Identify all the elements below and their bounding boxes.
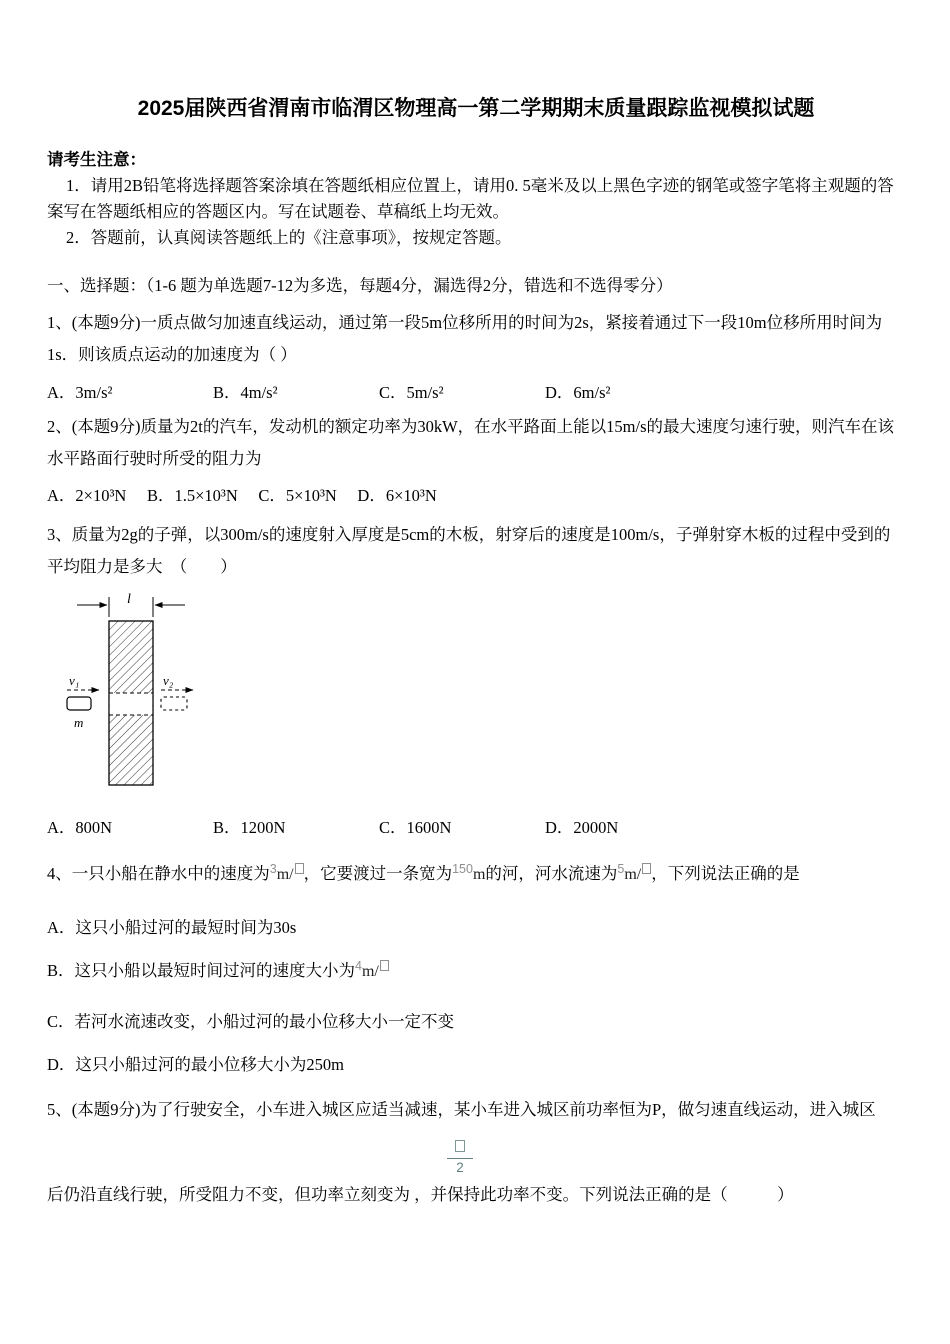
q4-option-b-formula: [355, 961, 389, 980]
formula-unit: m: [472, 866, 486, 883]
q4-boat-speed-formula: [270, 864, 304, 883]
question-2-text: 2、(本题9分)质量为2t的汽车，发动机的额定功率为30kW，在水平路面上能以15m/s的最大速度匀速行驶，则汽车在该水平路面行驶时所受的阻力为: [47, 417, 894, 468]
fraction-denominator: 2: [456, 1160, 464, 1175]
question-2-options: A．2×10³N B．1.5×10³N C．5×10³N D．6×10³N: [47, 486, 437, 505]
formula-superscript: 5: [617, 862, 625, 876]
q4-option-d: D．这只小船过河的最小位移大小为250m: [47, 1055, 344, 1074]
board-width-label: l: [127, 593, 131, 607]
q3-option-d: D．2000N: [545, 818, 619, 837]
bullet-mass-label: m: [74, 715, 84, 730]
q3-option-a: A．800N: [47, 818, 113, 837]
q3-option-c: C．1600N: [379, 818, 452, 837]
question-1-options: [47, 379, 905, 403]
q4-option-b-text: B．这只小船以最短时间过河的速度大小为: [47, 961, 356, 980]
v1-label: v₁: [69, 673, 80, 688]
formula-superscript: 4: [355, 959, 362, 973]
missing-glyph-box: [295, 863, 304, 874]
bullet-shape: [67, 697, 91, 710]
question-3-text: 3、质量为2g的子弹，以300m/s的速度射入厚度是5cm的木板，射穿后的速度是100m/s，子弹射穿木板的过程中受到的平均阻力是多大 （ ）: [47, 525, 891, 576]
q1-option-d: D．6m/s²: [545, 383, 611, 402]
notice-item-1: 1．请用2B铅笔将选择题答案涂填在答题纸相应位置上，请用0. 5毫米及以上黑色字迹的钢笔或签字笔将主观题的答案写在答题纸相应的答题区内。写在试题卷、草稿纸上均无效。: [47, 176, 894, 221]
question-3-figure: [61, 593, 905, 798]
missing-glyph-box: [642, 863, 651, 874]
bullet-channel: [110, 693, 152, 715]
formula-unit: m/: [276, 866, 294, 883]
q4-seg4: ，下列说法正确的是: [651, 864, 800, 883]
q3-option-b: B．1200N: [213, 818, 286, 837]
missing-glyph-box: [455, 1140, 465, 1152]
q4-option-a: A．这只小船过河的最短时间为30s: [47, 918, 297, 937]
v2-label: v₂: [163, 673, 174, 688]
q4-seg2: ，它要渡过一条宽为: [303, 864, 453, 883]
question-5-text-part1: 5、(本题9分)为了行驶安全，小车进入城区应适当减速，某小车进入城区前功率恒为P，做匀速直线运动，进入城区: [47, 1100, 876, 1119]
q5-fraction-formula: [447, 1140, 473, 1175]
page-title: 2025届陕西省渭南市临渭区物理高一第二学期期末质量跟踪监视模拟试题: [137, 97, 815, 120]
question-4-text: [47, 858, 905, 891]
q1-option-b: B．4m/s²: [213, 383, 278, 402]
q4-option-c: C．若河水流速改变，小船过河的最小位移大小一定不变: [47, 1012, 455, 1031]
formula-unit: m/: [361, 963, 379, 980]
formula-unit: m/: [624, 866, 642, 883]
missing-glyph-box: [380, 960, 389, 971]
q1-option-c: C．5m/s²: [379, 383, 444, 402]
q4-seg1: 4、一只小船在静水中的速度为: [47, 864, 270, 883]
q4-option-b: [47, 956, 905, 987]
section-header: 一、选择题：（1-6 题为单选题7-12为多选，每题4分，漏选得2分，错选和不选得零分）: [47, 276, 673, 295]
notice-item-2: 2．答题前，认真阅读答题纸上的《注意事项》，按规定答题。: [66, 228, 512, 247]
q4-current-speed-formula: [617, 864, 651, 883]
bullet-board-diagram: [61, 593, 221, 793]
q1-option-a: A．3m/s²: [47, 383, 113, 402]
question-3-options: [47, 814, 905, 838]
question-5-text-part2: 后仍沿直线行驶，所受阻力不变，但功率立刻变为 ，并保持此功率不变。下列说法正确的是（ ）: [47, 1185, 794, 1204]
notice-header: 请考生注意：: [47, 150, 146, 169]
fraction-bar: [447, 1158, 473, 1159]
bullet-shape-exited: [161, 697, 187, 710]
question-1-text: 1、(本题9分)一质点做匀加速直线运动，通过第一段5m位移所用的时间为2s，紧接着通过下一段10m位移所用时间为1s．则该质点运动的加速度为（ ）: [47, 313, 883, 364]
formula-superscript: 3: [269, 862, 277, 876]
formula-superscript: 150: [452, 862, 473, 876]
q4-river-width-formula: [452, 864, 485, 883]
q4-seg3: 的河，河水流速为: [485, 864, 618, 883]
